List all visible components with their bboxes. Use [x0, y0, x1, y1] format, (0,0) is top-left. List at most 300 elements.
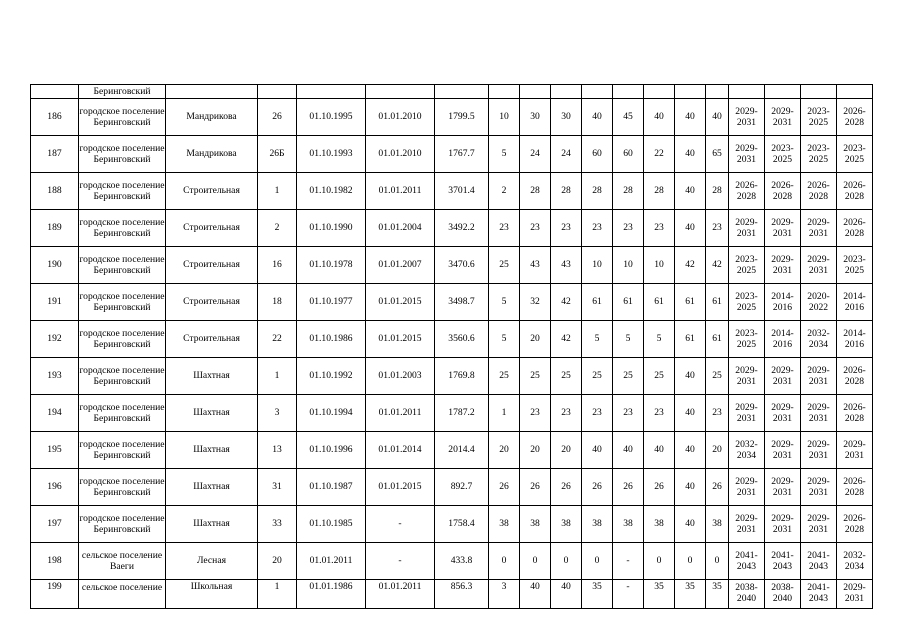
- cell-settlement: городское поселение Беринговский: [79, 506, 166, 543]
- cell-wear-value: 61: [675, 284, 706, 321]
- cell-repair-period: 2026-2028: [837, 395, 873, 432]
- cell-house: 33: [258, 506, 297, 543]
- cell-area: 3701.4: [435, 173, 489, 210]
- cell-wear-value: 61: [644, 284, 675, 321]
- cell-date-survey: 01.01.2015: [366, 321, 435, 358]
- cell-wear-value: 40: [706, 99, 729, 136]
- cell-wear-value: 38: [551, 506, 582, 543]
- cell-house: 2: [258, 210, 297, 247]
- cell-wear-value: 61: [706, 321, 729, 358]
- cell-wear-value: 40: [675, 99, 706, 136]
- cell-wear-value: 40: [644, 432, 675, 469]
- cell-wear-value: 23: [613, 210, 644, 247]
- cell-wear-value: 25: [520, 358, 551, 395]
- cell-repair-period: 2029-2031: [837, 580, 873, 609]
- cell-wear-value: 30: [520, 99, 551, 136]
- cell-settlement: городское поселение Беринговский: [79, 469, 166, 506]
- cell-wear-value: 1: [489, 395, 520, 432]
- cell-empty: [31, 85, 79, 99]
- table-row: [31, 173, 873, 210]
- cell-repair-period: 2029-2031: [801, 469, 837, 506]
- cell-wear-value: 23: [613, 395, 644, 432]
- cell-repair-period: 2032-2034: [837, 543, 873, 580]
- cell-date-built: 01.10.1977: [297, 284, 366, 321]
- cell-date-built: 01.10.1993: [297, 136, 366, 173]
- cell-wear-value: 25: [644, 358, 675, 395]
- cell-repair-period: 2026-2028: [729, 173, 765, 210]
- cell-date-survey: -: [366, 543, 435, 580]
- cell-repair-period: 2023-2025: [729, 284, 765, 321]
- cell-date-built: 01.10.1978: [297, 247, 366, 284]
- table-row: [31, 358, 873, 395]
- cell-settlement: городское поселение Беринговский: [79, 173, 166, 210]
- cell-repair-period: 2026-2028: [837, 506, 873, 543]
- cell-repair-period: 2029-2031: [729, 395, 765, 432]
- cell-wear-value: 38: [644, 506, 675, 543]
- table-row: [31, 395, 873, 432]
- cell-repair-period: 2020-2022: [801, 284, 837, 321]
- cell-wear-value: 35: [706, 580, 729, 609]
- cell-wear-value: 10: [613, 247, 644, 284]
- cell-repair-period: 2029-2031: [729, 469, 765, 506]
- cell-wear-value: 10: [582, 247, 613, 284]
- cell-house: 18: [258, 284, 297, 321]
- document-table-area: [30, 84, 873, 609]
- cell-street: Шахтная: [166, 432, 258, 469]
- cell-wear-value: 42: [551, 284, 582, 321]
- cell-date-survey: 01.01.2011: [366, 580, 435, 609]
- cell-empty: [582, 85, 613, 99]
- cell-wear-value: 35: [644, 580, 675, 609]
- cell-street: Шахтная: [166, 506, 258, 543]
- cell-wear-value: 61: [582, 284, 613, 321]
- cell-area: 3560.6: [435, 321, 489, 358]
- cell-repair-period: 2026-2028: [837, 469, 873, 506]
- cell-wear-value: 28: [613, 173, 644, 210]
- cell-wear-value: 20: [520, 432, 551, 469]
- cell-wear-value: 38: [520, 506, 551, 543]
- cell-wear-value: 0: [644, 543, 675, 580]
- cell-empty: [613, 85, 644, 99]
- cell-settlement: городское поселение Беринговский: [79, 99, 166, 136]
- cell-wear-value: 0: [582, 543, 613, 580]
- cell-street: Лесная: [166, 543, 258, 580]
- cell-date-built: 01.10.1982: [297, 173, 366, 210]
- cell-repair-period: 2023-2025: [801, 99, 837, 136]
- cell-wear-value: 23: [644, 210, 675, 247]
- cell-repair-period: 2023-2025: [801, 136, 837, 173]
- cell-street: Строительная: [166, 210, 258, 247]
- cell-area: 856.3: [435, 580, 489, 609]
- cell-repair-period: 2041-2043: [765, 543, 801, 580]
- cell-area: 3498.7: [435, 284, 489, 321]
- cell-wear-value: 0: [675, 543, 706, 580]
- cell-wear-value: 3: [489, 580, 520, 609]
- cell-settlement: городское поселение Беринговский: [79, 284, 166, 321]
- cell-wear-value: 24: [520, 136, 551, 173]
- cell-wear-value: 20: [706, 432, 729, 469]
- cell-repair-period: 2014-2016: [765, 284, 801, 321]
- cell-empty: [765, 85, 801, 99]
- cell-date-survey: 01.01.2003: [366, 358, 435, 395]
- cell-settlement: городское поселение Беринговский: [79, 358, 166, 395]
- cell-wear-value: 25: [613, 358, 644, 395]
- cell-settlement: городское поселение Беринговский: [79, 321, 166, 358]
- cell-settlement: городское поселение Беринговский: [79, 432, 166, 469]
- cell-repair-period: 2029-2031: [729, 506, 765, 543]
- cell-wear-value: 20: [489, 432, 520, 469]
- cell-date-built: 01.10.1995: [297, 99, 366, 136]
- cell-number: 195: [31, 432, 79, 469]
- cell-date-survey: 01.01.2007: [366, 247, 435, 284]
- cell-empty: [706, 85, 729, 99]
- cell-number: 187: [31, 136, 79, 173]
- table-row: [31, 284, 873, 321]
- cell-repair-period: 2029-2031: [729, 99, 765, 136]
- cell-repair-period: 2014-2016: [837, 284, 873, 321]
- table-row: [31, 136, 873, 173]
- cell-repair-period: 2038-2040: [765, 580, 801, 609]
- table-row: [31, 580, 873, 609]
- cell-date-built: 01.10.1992: [297, 358, 366, 395]
- cell-empty: [675, 85, 706, 99]
- cell-wear-value: 5: [489, 136, 520, 173]
- cell-number: 196: [31, 469, 79, 506]
- cell-wear-value: -: [613, 580, 644, 609]
- cell-wear-value: 38: [613, 506, 644, 543]
- table-row: [31, 247, 873, 284]
- cell-repair-period: 2029-2031: [765, 506, 801, 543]
- cell-empty: [551, 85, 582, 99]
- cell-wear-value: 38: [489, 506, 520, 543]
- cell-empty: [801, 85, 837, 99]
- cell-wear-value: 28: [520, 173, 551, 210]
- cell-date-survey: 01.01.2014: [366, 432, 435, 469]
- table-row: [31, 321, 873, 358]
- cell-wear-value: 40: [675, 358, 706, 395]
- cell-repair-period: 2026-2028: [837, 358, 873, 395]
- cell-wear-value: 45: [613, 99, 644, 136]
- cell-wear-value: 38: [582, 506, 613, 543]
- cell-repair-period: 2029-2031: [765, 432, 801, 469]
- cell-wear-value: 2: [489, 173, 520, 210]
- cell-empty: [644, 85, 675, 99]
- cell-wear-value: 20: [520, 321, 551, 358]
- cell-wear-value: 20: [551, 432, 582, 469]
- cell-number: 189: [31, 210, 79, 247]
- cell-wear-value: 40: [644, 99, 675, 136]
- cell-repair-period: 2029-2031: [837, 432, 873, 469]
- cell-wear-value: 26: [551, 469, 582, 506]
- cell-house: 16: [258, 247, 297, 284]
- cell-wear-value: 35: [582, 580, 613, 609]
- cell-empty: [837, 85, 873, 99]
- cell-street: Мандрикова: [166, 99, 258, 136]
- cell-wear-value: 40: [675, 506, 706, 543]
- cell-date-survey: 01.01.2015: [366, 469, 435, 506]
- cell-area: 1767.7: [435, 136, 489, 173]
- cell-wear-value: 5: [582, 321, 613, 358]
- cell-date-built: 01.10.1986: [297, 321, 366, 358]
- cell-date-survey: 01.01.2004: [366, 210, 435, 247]
- cell-number: 192: [31, 321, 79, 358]
- cell-house: 1: [258, 580, 297, 609]
- cell-date-survey: 01.01.2010: [366, 99, 435, 136]
- cell-street: Строительная: [166, 247, 258, 284]
- cell-wear-value: 25: [582, 358, 613, 395]
- cell-settlement: сельское поселение Ваеги: [79, 543, 166, 580]
- cell-wear-value: 26: [520, 469, 551, 506]
- cell-wear-value: 26: [489, 469, 520, 506]
- cell-repair-period: 2029-2031: [765, 469, 801, 506]
- cell-wear-value: 23: [520, 210, 551, 247]
- cell-repair-period: 2026-2028: [765, 173, 801, 210]
- cell-repair-period: 2029-2031: [801, 247, 837, 284]
- cell-empty: [166, 85, 258, 99]
- cell-number: 188: [31, 173, 79, 210]
- housing-register-table: [30, 84, 873, 609]
- cell-wear-value: 28: [582, 173, 613, 210]
- cell-repair-period: 2029-2031: [765, 358, 801, 395]
- cell-wear-value: 22: [644, 136, 675, 173]
- cell-repair-period: 2014-2016: [765, 321, 801, 358]
- cell-wear-value: 40: [582, 99, 613, 136]
- cell-wear-value: 61: [706, 284, 729, 321]
- cell-date-survey: -: [366, 506, 435, 543]
- cell-date-built: 01.10.1990: [297, 210, 366, 247]
- cell-wear-value: 42: [706, 247, 729, 284]
- cell-wear-value: 61: [613, 284, 644, 321]
- cell-wear-value: 26: [613, 469, 644, 506]
- cell-repair-period: 2029-2031: [801, 395, 837, 432]
- cell-wear-value: 42: [551, 321, 582, 358]
- cell-date-built: 01.10.1987: [297, 469, 366, 506]
- cell-street: Школьная: [166, 580, 258, 609]
- cell-wear-value: 23: [582, 210, 613, 247]
- cell-repair-period: 2029-2031: [765, 99, 801, 136]
- cell-street: Мандрикова: [166, 136, 258, 173]
- cell-number: 199: [31, 580, 79, 609]
- cell-wear-value: 43: [520, 247, 551, 284]
- cell-repair-period: 2029-2031: [765, 395, 801, 432]
- cell-wear-value: 0: [520, 543, 551, 580]
- cell-settlement: сельское поселение: [79, 580, 166, 609]
- cell-wear-value: 40: [675, 210, 706, 247]
- cell-repair-period: 2029-2031: [801, 358, 837, 395]
- cell-wear-value: 32: [520, 284, 551, 321]
- cell-wear-value: 40: [675, 432, 706, 469]
- cell-area: 2014.4: [435, 432, 489, 469]
- cell-repair-period: 2029-2031: [765, 210, 801, 247]
- cell-empty: [297, 85, 366, 99]
- cell-wear-value: 35: [675, 580, 706, 609]
- table-row: [31, 543, 873, 580]
- cell-repair-period: 2023-2025: [837, 247, 873, 284]
- cell-wear-value: 23: [489, 210, 520, 247]
- cell-wear-value: 28: [644, 173, 675, 210]
- cell-repair-period: 2029-2031: [765, 247, 801, 284]
- cell-wear-value: 5: [644, 321, 675, 358]
- cell-date-survey: 01.01.2011: [366, 395, 435, 432]
- cell-empty: [366, 85, 435, 99]
- cell-wear-value: 40: [675, 173, 706, 210]
- cell-wear-value: 23: [706, 210, 729, 247]
- cell-repair-period: 2026-2028: [837, 173, 873, 210]
- cell-number: 186: [31, 99, 79, 136]
- cell-house: 26Б: [258, 136, 297, 173]
- cell-area: 3492.2: [435, 210, 489, 247]
- cell-settlement: городское поселение Беринговский: [79, 247, 166, 284]
- cell-repair-period: 2029-2031: [801, 210, 837, 247]
- cell-settlement: Беринговский: [79, 85, 166, 99]
- cell-repair-period: 2038-2040: [729, 580, 765, 609]
- cell-repair-period: 2029-2031: [801, 506, 837, 543]
- cell-wear-value: 5: [613, 321, 644, 358]
- cell-repair-period: 2026-2028: [801, 173, 837, 210]
- cell-house: 3: [258, 395, 297, 432]
- cell-empty: [729, 85, 765, 99]
- table-row: [31, 506, 873, 543]
- cell-house: 1: [258, 173, 297, 210]
- cell-house: 31: [258, 469, 297, 506]
- cell-house: 26: [258, 99, 297, 136]
- cell-wear-value: 28: [706, 173, 729, 210]
- cell-empty: [489, 85, 520, 99]
- cell-street: Строительная: [166, 284, 258, 321]
- cell-area: 433.8: [435, 543, 489, 580]
- cell-area: 1799.5: [435, 99, 489, 136]
- cell-repair-period: 2029-2031: [801, 432, 837, 469]
- cell-wear-value: 61: [675, 321, 706, 358]
- cell-street: Шахтная: [166, 358, 258, 395]
- cell-number: 191: [31, 284, 79, 321]
- cell-repair-period: 2041-2043: [801, 580, 837, 609]
- cell-empty: [435, 85, 489, 99]
- cell-wear-value: 23: [520, 395, 551, 432]
- cell-empty: [520, 85, 551, 99]
- cell-area: 3470.6: [435, 247, 489, 284]
- cell-wear-value: 40: [520, 580, 551, 609]
- cell-wear-value: 38: [706, 506, 729, 543]
- cell-wear-value: 25: [706, 358, 729, 395]
- cell-wear-value: 23: [582, 395, 613, 432]
- cell-repair-period: 2041-2043: [729, 543, 765, 580]
- cell-repair-period: 2041-2043: [801, 543, 837, 580]
- cell-wear-value: 65: [706, 136, 729, 173]
- cell-wear-value: 42: [675, 247, 706, 284]
- cell-date-built: 01.10.1994: [297, 395, 366, 432]
- table-row: [31, 432, 873, 469]
- cell-wear-value: 10: [644, 247, 675, 284]
- cell-wear-value: 40: [675, 469, 706, 506]
- cell-wear-value: 23: [644, 395, 675, 432]
- table-row: [31, 210, 873, 247]
- cell-house: 13: [258, 432, 297, 469]
- cell-repair-period: 2029-2031: [729, 210, 765, 247]
- cell-wear-value: 0: [489, 543, 520, 580]
- cell-wear-value: 30: [551, 99, 582, 136]
- cell-wear-value: -: [613, 543, 644, 580]
- cell-number: 190: [31, 247, 79, 284]
- cell-area: 1787.2: [435, 395, 489, 432]
- cell-repair-period: 2029-2031: [729, 136, 765, 173]
- cell-wear-value: 24: [551, 136, 582, 173]
- cell-number: 194: [31, 395, 79, 432]
- cell-wear-value: 0: [551, 543, 582, 580]
- cell-repair-period: 2014-2016: [837, 321, 873, 358]
- cell-date-built: 01.01.1986: [297, 580, 366, 609]
- cell-house: 1: [258, 358, 297, 395]
- cell-wear-value: 26: [582, 469, 613, 506]
- cell-wear-value: 23: [551, 395, 582, 432]
- cell-wear-value: 25: [551, 358, 582, 395]
- cell-wear-value: 10: [489, 99, 520, 136]
- cell-street: Шахтная: [166, 395, 258, 432]
- cell-settlement: городское поселение Беринговский: [79, 210, 166, 247]
- cell-date-survey: 01.01.2010: [366, 136, 435, 173]
- cell-house: 22: [258, 321, 297, 358]
- cell-settlement: городское поселение Беринговский: [79, 136, 166, 173]
- cell-repair-period: 2023-2025: [729, 247, 765, 284]
- table-row: [31, 469, 873, 506]
- cell-wear-value: 26: [644, 469, 675, 506]
- cell-number: 197: [31, 506, 79, 543]
- cell-date-survey: 01.01.2011: [366, 173, 435, 210]
- cell-area: 1758.4: [435, 506, 489, 543]
- cell-repair-period: 2029-2031: [729, 358, 765, 395]
- cell-wear-value: 23: [706, 395, 729, 432]
- cell-street: Строительная: [166, 173, 258, 210]
- cell-repair-period: 2026-2028: [837, 99, 873, 136]
- cell-wear-value: 26: [706, 469, 729, 506]
- cell-wear-value: 28: [551, 173, 582, 210]
- cell-settlement: городское поселение Беринговский: [79, 395, 166, 432]
- cell-wear-value: 40: [675, 395, 706, 432]
- cell-wear-value: 5: [489, 321, 520, 358]
- cell-empty: [258, 85, 297, 99]
- cell-street: Шахтная: [166, 469, 258, 506]
- cell-street: Строительная: [166, 321, 258, 358]
- cell-house: 20: [258, 543, 297, 580]
- cell-wear-value: 40: [551, 580, 582, 609]
- cell-wear-value: 40: [582, 432, 613, 469]
- cell-wear-value: 25: [489, 358, 520, 395]
- cell-wear-value: 23: [551, 210, 582, 247]
- cell-date-built: 01.10.1985: [297, 506, 366, 543]
- cell-wear-value: 60: [582, 136, 613, 173]
- cell-wear-value: 40: [675, 136, 706, 173]
- table-row: [31, 99, 873, 136]
- cell-date-survey: 01.01.2015: [366, 284, 435, 321]
- cell-repair-period: 2023-2025: [729, 321, 765, 358]
- cell-number: 193: [31, 358, 79, 395]
- cell-repair-period: 2026-2028: [837, 210, 873, 247]
- cell-wear-value: 60: [613, 136, 644, 173]
- cell-wear-value: 40: [613, 432, 644, 469]
- cell-repair-period: 2032-2034: [729, 432, 765, 469]
- cell-repair-period: 2023-2025: [837, 136, 873, 173]
- cell-area: 892.7: [435, 469, 489, 506]
- cell-wear-value: 0: [706, 543, 729, 580]
- cell-repair-period: 2023-2025: [765, 136, 801, 173]
- cell-date-built: 01.01.2011: [297, 543, 366, 580]
- cell-repair-period: 2032-2034: [801, 321, 837, 358]
- cell-area: 1769.8: [435, 358, 489, 395]
- cell-wear-value: 43: [551, 247, 582, 284]
- cell-number: 198: [31, 543, 79, 580]
- table-row-continued: [31, 85, 873, 99]
- cell-wear-value: 5: [489, 284, 520, 321]
